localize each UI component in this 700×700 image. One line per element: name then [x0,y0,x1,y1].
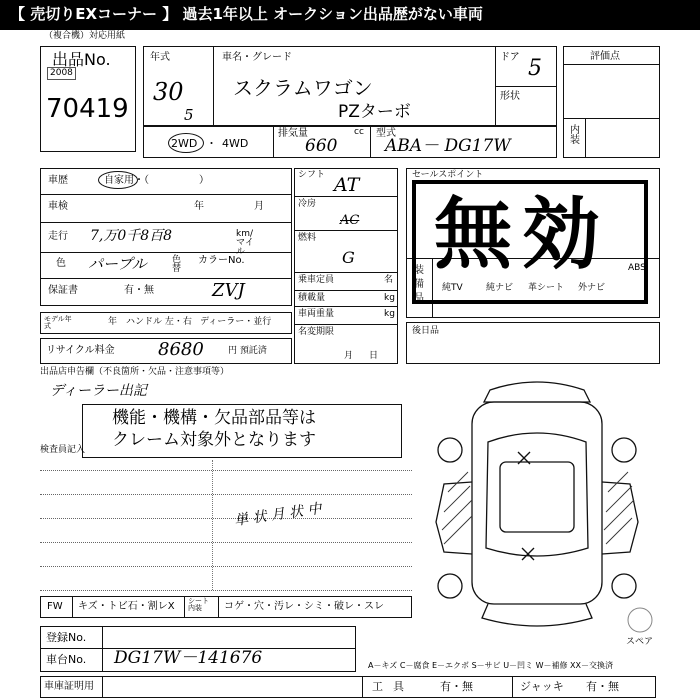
disp-label: 排気量 [278,128,308,139]
disclaimer-line2: クレーム対象外となります [112,430,316,450]
interior-label: 内装 [570,125,580,146]
model-year-year: 年 [108,317,118,327]
warranty-label: 保証書 [48,285,78,296]
weight-label: 車両重量 [298,309,335,319]
lot-year-stamp: 2008 [47,67,76,80]
shift-label: シフト [298,170,326,180]
inspector-note: 単 状 月 状 中 [233,500,323,530]
year-value: 30 [153,78,184,106]
door-value: 5 [528,56,542,81]
equip-item-3: 外ナビ [578,283,606,293]
load-label: 積載量 [298,293,326,303]
reg-change-label: 名変期限 [298,327,335,337]
lot-label: 出品No. [52,50,111,69]
color-value: パープル [88,255,147,273]
wheel-fr [612,438,636,462]
ac-value: AC [340,213,360,228]
model-label: 型式 [376,128,396,139]
history-label: 車歴 [48,175,68,186]
model-value: ABA－ DG17W [385,136,511,156]
seat-text: コゲ・穴・汚レ・シミ・破レ・スレ [224,601,384,612]
spare-label: スペア [626,637,654,647]
damage-legend: A－キズ C－腐食 E－エクボ S－サビ U－凹ミ W－補修 XX－交換済 [368,661,614,670]
weight-unit: kg [384,309,395,319]
tools-value: 有・無 [440,680,473,693]
ac-label: 冷房 [298,199,317,209]
color-code: ZVJ [212,280,245,301]
history-circle [98,171,138,189]
car-diagram [418,372,662,634]
inspection-label: 車検 [48,201,68,212]
sales-label: セールスポイント [412,170,484,180]
color-code-label: カラーNo. [198,255,245,266]
fw-label: FW [47,601,63,612]
drive-sep: ・ [206,137,217,150]
equipment-label: 装備品 [414,265,424,304]
wheel-fl [438,438,462,462]
car-name: スクラムワゴン [233,76,373,100]
spare-tire [628,608,652,632]
disclaimer-line1: 機能・機構・欠品部品等は [112,408,316,428]
capacity-unit: 名 [384,275,394,285]
disp-unit: cc [354,127,364,137]
header-title: 【 売切りEXコーナー 】 過去1年以上 オークション出品歴がない車両 [10,5,483,23]
car-label: 車名・グレード [222,52,292,63]
after-date-label: 後日品 [412,326,440,336]
recycle-unit: 円 預託済 [228,346,267,356]
jack-label: ジャッキ [520,680,564,693]
lot-number: 70419 [46,94,129,124]
wheel-rl [438,574,462,598]
equip-item-0: 純TV [442,283,463,293]
year-label: 年式 [150,52,170,63]
eval-label: 評価点 [590,51,620,62]
fuel-label: 燃料 [298,233,317,243]
model-year-dealer: ディーラー・並行 [200,317,272,327]
door-label: ドア [500,52,520,63]
jack-value: 有・無 [586,680,619,693]
car-roof [486,433,588,556]
equip-abs: ABS [628,263,646,273]
fuel-value: G [342,248,355,267]
inspection-month: 月 [254,201,264,212]
exhibitor-label: 出品店申告欄（不良箇所・欠品・注意事項等） [40,367,230,377]
chassis-label: 車台No. [46,653,87,666]
wd4: 4WD [222,137,249,150]
inspector-divider [212,460,213,590]
model-year-handle: ハンドル 左・右 [126,317,192,327]
mileage-value: 7,万0千8百8 [90,228,173,244]
load-unit: kg [384,293,395,303]
equip-item-1: 純ナビ [486,283,514,293]
chassis-value: DG17W－141676 [114,648,263,668]
mileage-label: 走行 [48,231,68,242]
disp-value: 660 [305,136,338,156]
void-stamp: 無効 [434,190,611,280]
recycle-value: 8680 [158,339,204,360]
inspection-year: 年 [194,201,204,212]
color-label: 色 [56,258,66,269]
top-note: （複合機）対応用紙 [44,31,126,41]
model-year-label: モデル年式 [44,315,72,330]
capacity-label: 乗車定員 [298,275,335,285]
after-date-box [406,322,660,364]
cert-label: 車庫証明用 [44,681,94,692]
reg-label: 登録No. [46,631,87,644]
car-grade: PZターボ [338,102,411,122]
shape-label: 形状 [500,91,520,102]
fw-text: キズ・トビ石・割レX [78,601,175,612]
inspector-label: 検査員記入 [40,445,86,455]
warranty-value: 有・無 [124,285,154,296]
car-body [472,402,602,604]
wd2: 2WD [171,137,198,150]
wheel-rr [612,574,636,598]
mileage-unit: km/マイル [236,229,254,257]
year-month: 5 [184,106,194,124]
history-value: 自家用・（ ） [104,175,209,186]
color-change-label: 色替 [172,255,182,274]
seat-label: シート内装 [188,597,209,612]
exhibitor-note: ディーラー出記 [50,383,147,399]
equip-item-2: 革シート [528,283,565,293]
shift-value: AT [334,174,360,196]
recycle-label: リサイクル料金 [46,345,115,356]
tools-label: 工具 [372,680,414,693]
reg-change-unit: 月日 [344,351,395,361]
